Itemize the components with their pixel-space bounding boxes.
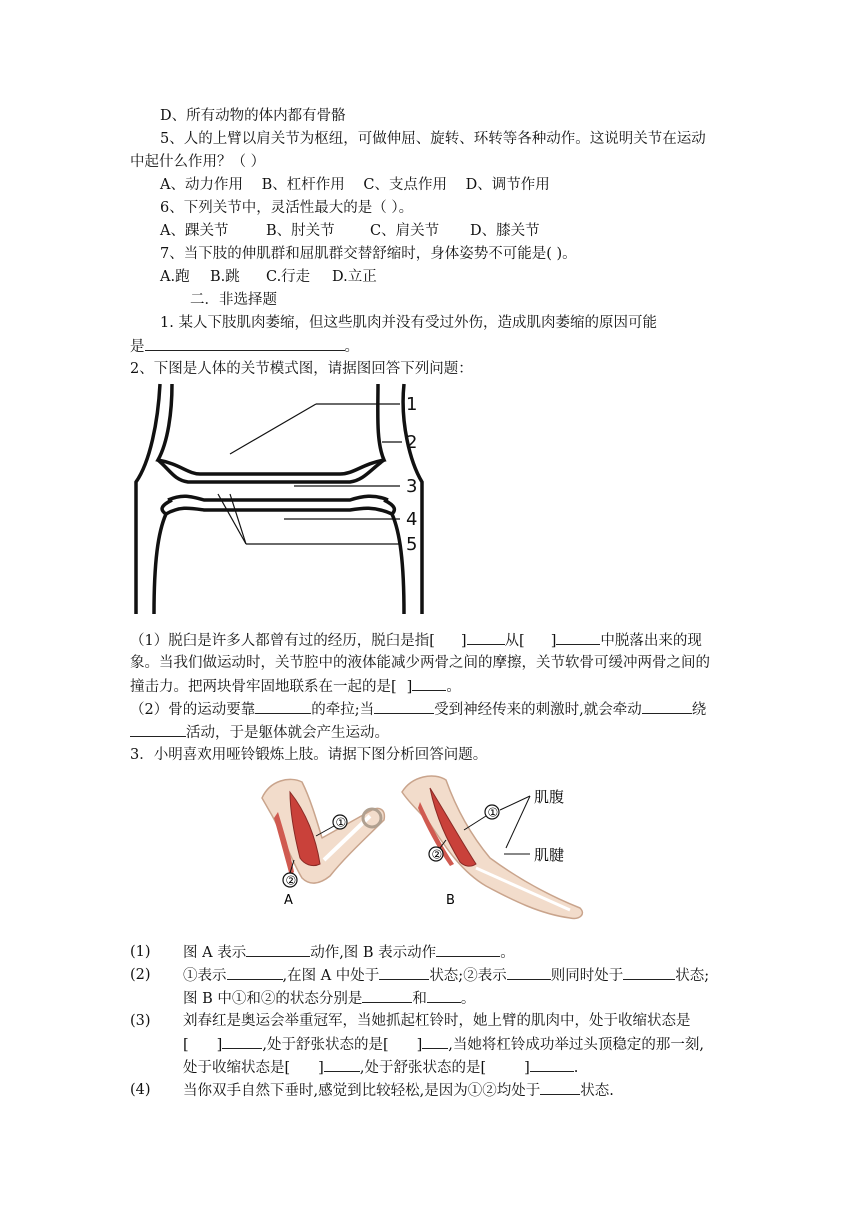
q5-line2: 中起什么作用？（ ） xyxy=(130,154,266,170)
figure-label-b: B xyxy=(446,893,455,908)
label-muscle-belly: 肌腹 xyxy=(534,788,565,806)
joint-diagram xyxy=(130,382,430,614)
item-number: (3) xyxy=(130,1013,151,1029)
q3-item-4 xyxy=(183,1080,614,1101)
figure-b xyxy=(402,776,582,918)
text: 状态. xyxy=(580,1083,614,1099)
s2-q2-1-line1 xyxy=(130,630,702,651)
q3-item-2-line2 xyxy=(183,988,475,1009)
text: ] xyxy=(524,1060,530,1076)
q6-option: B、肘关节 xyxy=(266,223,335,239)
answer-blank[interactable] xyxy=(130,722,186,737)
answer-blank[interactable] xyxy=(227,965,283,980)
text: . xyxy=(573,1060,579,1076)
text: ] xyxy=(406,679,413,695)
text: 当你双手自然下垂时,感觉到比较轻松,是因为①②均处于 xyxy=(183,1083,541,1099)
capsule-right xyxy=(403,384,422,614)
s2-q3-intro: 3．小明喜欢用哑铃锻炼上肢。请据下图分析回答问题。 xyxy=(130,747,488,763)
q7-option: C.行走 xyxy=(266,269,311,285)
lower-cartilage xyxy=(168,496,388,500)
answer-blank[interactable] xyxy=(145,336,345,351)
s2-q2-2-line1 xyxy=(130,699,706,720)
arm-diagram xyxy=(250,768,600,928)
joint-label-5: 5 xyxy=(406,534,418,555)
text: 活动，于是躯体就会产生运动。 xyxy=(186,725,389,741)
text: 和 xyxy=(412,991,427,1007)
q7-question: 7、当下肢的伸肌群和屈肌群交替舒缩时，身体姿势不可能是( )。 xyxy=(160,246,577,262)
q6-option: D、膝关节 xyxy=(470,223,540,239)
joint-label-1: 1 xyxy=(406,394,418,415)
answer-blank[interactable] xyxy=(540,1080,580,1095)
s2-q2-1-line3 xyxy=(130,676,461,697)
q7-option: A.跑 xyxy=(160,269,190,285)
text: ,在图 A 中处于 xyxy=(282,968,380,984)
text: 图 B 中①和②的状态分别是 xyxy=(183,991,363,1007)
text: 处于收缩状态是[ xyxy=(183,1060,291,1076)
joint-label-3: 3 xyxy=(406,476,418,497)
s2-q2-intro: 2、下图是人体的关节模式图，请据图回答下列问题： xyxy=(130,361,473,377)
answer-blank[interactable] xyxy=(374,699,434,714)
text: 撞击力。把两块骨牢固地联系在一起的是[ xyxy=(130,679,397,695)
text: 。 xyxy=(500,945,515,961)
item-number: (2) xyxy=(130,967,151,983)
text: ] xyxy=(216,1037,223,1053)
label-circle-1: ① xyxy=(487,805,499,820)
answer-blank[interactable] xyxy=(246,942,310,957)
figure-a xyxy=(262,779,384,908)
s2-q1-line1: 1. 某人下肢肌肉萎缩，但这些肌肉并没有受过外伤，造成肌肉萎缩的原因可能 xyxy=(160,315,657,331)
text: 图 A 表示 xyxy=(183,945,247,961)
answer-blank[interactable] xyxy=(422,1034,448,1049)
upper-bone xyxy=(158,384,384,474)
label-tendon: 肌腱 xyxy=(534,846,565,864)
text: 状态;②表示 xyxy=(429,968,507,984)
text: 则同时处于 xyxy=(550,968,624,984)
text: ,处于舒张状态的是[ xyxy=(359,1060,487,1076)
answer-blank[interactable] xyxy=(530,1057,574,1072)
leader-line-1 xyxy=(230,404,316,454)
lower-bone-right xyxy=(392,514,404,614)
answer-blank[interactable] xyxy=(379,965,429,980)
text: ] xyxy=(416,1037,423,1053)
lower-bone-top xyxy=(166,508,392,514)
text: [ xyxy=(183,1037,189,1053)
text: ] xyxy=(550,633,557,649)
text: 从[ xyxy=(504,633,525,649)
s2-q1-line2 xyxy=(130,336,359,357)
answer-blank[interactable] xyxy=(222,1034,262,1049)
text: 是 xyxy=(130,339,145,355)
lower-bone-left xyxy=(154,514,166,614)
text: 受到神经传来的刺激时,就会牵动 xyxy=(434,702,642,718)
q3-item-3-line2 xyxy=(183,1034,704,1055)
text: 中脱落出来的现 xyxy=(600,633,702,649)
label-circle-2: ② xyxy=(285,873,297,888)
answer-blank[interactable] xyxy=(436,942,500,957)
label-circle-2: ② xyxy=(431,847,443,862)
answer-blank[interactable] xyxy=(427,988,461,1003)
answer-blank[interactable] xyxy=(507,965,551,980)
s2-q2-1-line2: 象。当我们做运动时，关节腔中的液体能减少两骨之间的摩擦，关节软骨可缓冲两骨之间的 xyxy=(130,655,710,671)
text: ①表示 xyxy=(183,968,227,984)
text: 。 xyxy=(460,991,476,1007)
joint-label-4: 4 xyxy=(406,509,418,530)
text: ] xyxy=(318,1060,324,1076)
q5-option: A、动力作用 xyxy=(160,177,243,193)
answer-blank[interactable] xyxy=(324,1057,360,1072)
answer-blank[interactable] xyxy=(642,699,692,714)
q6-option: A、踝关节 xyxy=(160,223,229,239)
item-number: (1) xyxy=(130,944,151,960)
text: 的牵拉;当 xyxy=(311,702,375,718)
answer-blank[interactable] xyxy=(556,630,600,645)
q7-option: B.跳 xyxy=(210,269,240,285)
q5-option: D、调节作用 xyxy=(465,177,550,193)
text: ,当她将杠铃成功举过头顶稳定的那一刻, xyxy=(448,1037,704,1053)
text: 。 xyxy=(446,679,461,695)
text: 。 xyxy=(344,339,359,355)
joint-label-2: 2 xyxy=(406,432,418,453)
q5-options xyxy=(160,175,564,195)
answer-blank[interactable] xyxy=(255,699,311,714)
answer-blank[interactable] xyxy=(467,630,505,645)
answer-blank[interactable] xyxy=(623,965,675,980)
answer-blank[interactable] xyxy=(362,988,412,1003)
text: ,处于舒张状态的是[ xyxy=(262,1037,389,1053)
q4-option-d: D、所有动物的体内都有骨骼 xyxy=(160,108,346,124)
section-title: 二．非选择题 xyxy=(190,292,277,308)
q3-item-3-line3 xyxy=(183,1057,578,1078)
q3-item-2-line1 xyxy=(183,965,709,986)
text: （2）骨的运动要靠 xyxy=(130,702,256,718)
text: 动作,图 B 表示动作 xyxy=(310,945,437,961)
text: 状态; xyxy=(675,968,710,984)
s2-q2-2-line2 xyxy=(130,722,389,743)
q3-item-1 xyxy=(183,942,515,963)
item-number: (4) xyxy=(130,1082,151,1098)
q3-item-3-line1: 刘春红是奥运会举重冠军，当她抓起杠铃时，她上臂的肌肉中，处于收缩状态是 xyxy=(183,1013,691,1029)
q5-line1: 5、人的上臂以肩关节为枢纽，可做伸屈、旋转、环转等各种动作。这说明关节在运动 xyxy=(160,131,706,147)
q5-option: B、杠杆作用 xyxy=(261,177,345,193)
q7-option: D.立正 xyxy=(332,269,377,285)
text: （1）脱臼是许多人都曾有过的经历，脱臼是指[ xyxy=(130,633,435,649)
q5-option: C、支点作用 xyxy=(363,177,447,193)
text: 绕 xyxy=(691,702,707,718)
label-circle-1: ① xyxy=(335,815,347,830)
q6-question: 6、下列关节中，灵活性最大的是（ ）。 xyxy=(160,200,414,216)
text: ] xyxy=(460,633,467,649)
figure-label-a: A xyxy=(284,893,293,908)
q6-option: C、肩关节 xyxy=(370,223,440,239)
answer-blank[interactable] xyxy=(412,676,446,691)
